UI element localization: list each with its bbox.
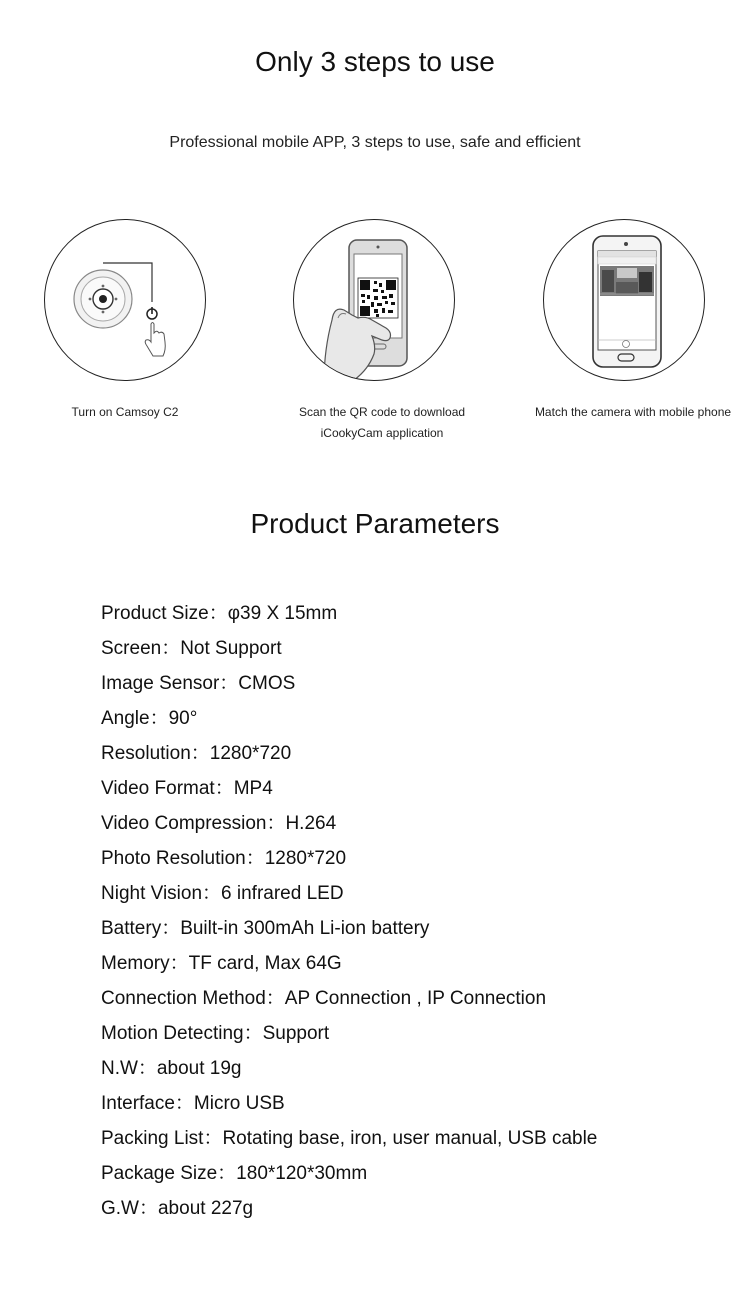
step-2-caption-line-2: iCookyCam application [320,426,444,440]
parameter-connection-method: Connection Method：AP Connection , IP Connection [101,988,547,1009]
parameter-night-vision: Night Vision：6 infrared LED [101,883,344,904]
parameter-package-size: Package Size：180*120*30mm [101,1163,368,1184]
parameter-photo-resolution: Photo Resolution：1280*720 [101,848,347,869]
parameter-memory: Memory：TF card, Max 64G [101,953,342,974]
parameter-angle: Angle：90° [101,708,198,729]
step-3-illustration [543,219,705,381]
step-2-caption [282,402,482,444]
steps-section-title: Only 3 steps to use [255,46,495,77]
phone-live-view-icon [544,220,705,381]
parameters-section-title: Product Parameters [250,508,500,539]
step-2-caption-line-1: Scan the QR code to download [298,405,466,419]
parameter-interface: Interface：Micro USB [101,1093,285,1114]
parameter-image-sensor: Image Sensor：CMOS [101,673,296,694]
parameter-product-size: Product Size：φ39 X 15mm [101,603,338,624]
parameter-gross-weight: G.W：about 227g [101,1198,254,1219]
camera-power-button-icon [45,220,206,381]
step-2-illustration [293,219,455,381]
parameter-packing-list: Packing List：Rotating base, iron, user manual, USB cable [101,1128,598,1149]
parameter-resolution: Resolution：1280*720 [101,743,292,764]
parameter-video-compression: Video Compression：H.264 [101,813,337,834]
parameter-motion-detecting: Motion Detecting：Support [101,1023,330,1044]
parameter-screen: Screen：Not Support [101,638,282,659]
parameter-net-weight: N.W：about 19g [101,1058,242,1079]
parameter-video-format: Video Format：MP4 [101,778,273,799]
step-1-illustration [44,219,206,381]
phone-qr-code-icon [294,220,455,381]
step-3-caption: Match the camera with mobile phone [534,405,732,419]
parameters-list [101,601,597,1231]
steps-section-subtitle: Professional mobile APP, 3 steps to use, safe and efficient [169,134,581,151]
step-1-caption: Turn on Camsoy C2 [71,405,179,419]
parameter-battery: Battery：Built-in 300mAh Li-ion battery [101,918,430,939]
